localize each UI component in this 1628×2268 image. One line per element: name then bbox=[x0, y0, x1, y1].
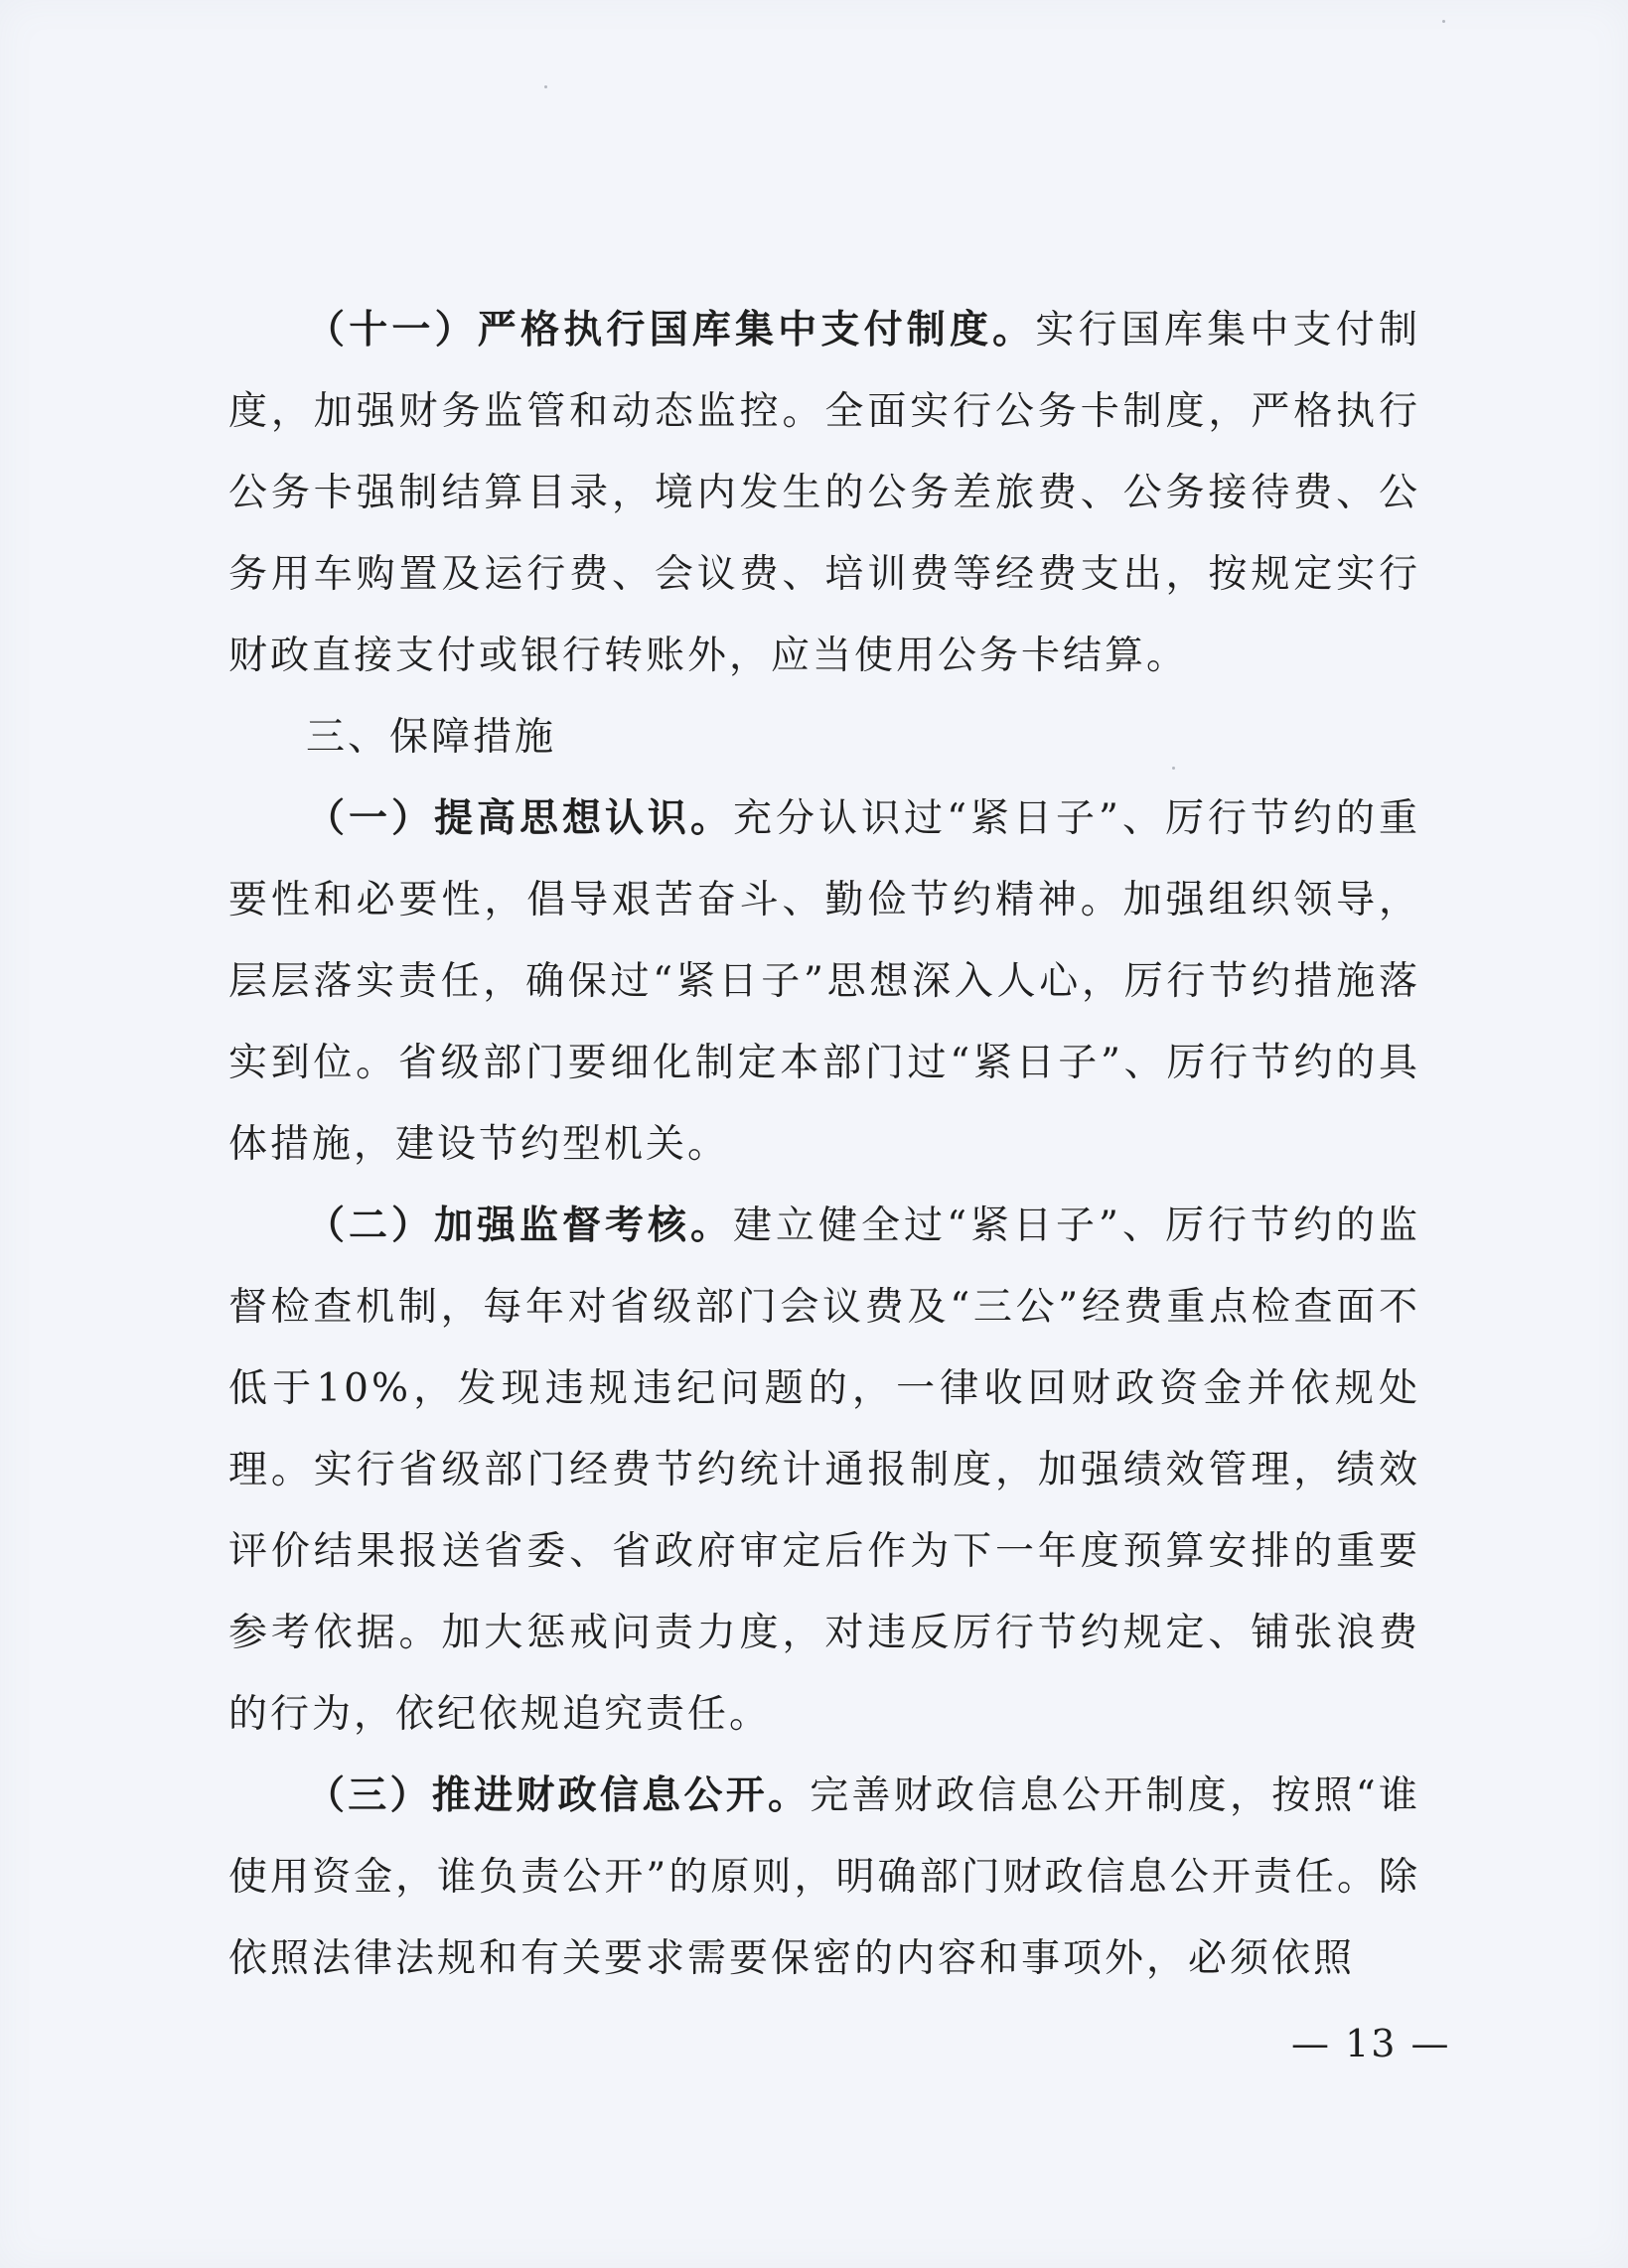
paragraph-lead: （二）加强监督考核。 bbox=[306, 1204, 734, 1248]
section-heading: 三、保障措施 bbox=[306, 715, 557, 760]
paragraph-text: 实行国库集中支付制度，加强财务监管和动态监控。全面实行公务卡制度，严格执行公务卡强制结算目录，境内发生的公务差旅费、公务接待费、公务用车购置及运行费、会议费、培训费等经费支出，按规定实行财政直接支付或银行转账外，应当使用公务卡结算。 bbox=[228, 308, 1420, 678]
paragraph-lead: （三）推进财政信息公开。 bbox=[306, 1773, 811, 1818]
paragraph-lead: （十一）严格执行国库集中支付制度。 bbox=[306, 308, 1036, 353]
document-body bbox=[228, 290, 1420, 2000]
paragraph-lead: （一）提高思想认识。 bbox=[306, 796, 734, 841]
paragraph-measure-2 bbox=[228, 1186, 1420, 1756]
scan-speck bbox=[544, 85, 547, 88]
page-number: — 13 — bbox=[1291, 2022, 1451, 2065]
paragraph-measure-3 bbox=[228, 1756, 1420, 2000]
paragraph-text: 建立健全过“紧日子”、厉行节约的监督检查机制，每年对省级部门会议费及“三公”经费重点检查面不低于10%，发现违规违纪问题的，一律收回财政资金并依规处理。实行省级部门经费节约统计通报制度，加强绩效管理，绩效评价结果报送省委、省政府审定后作为下一年度预算安排的重要参考依据。加大惩戒问责力度，对违反厉行节约规定、铺张浪费的行为，依纪依规追究责任。 bbox=[228, 1204, 1420, 1737]
scan-speck bbox=[1442, 20, 1445, 23]
paragraph-text: 完善财政信息公开制度，按照“谁使用资金，谁负责公开”的原则，明确部门财政信息公开责任。除依照法律法规和有关要求需要保密的内容和事项外，必须依照 bbox=[228, 1773, 1420, 1981]
paragraph-text: 充分认识过“紧日子”、厉行节约的重要性和必要性，倡导艰苦奋斗、勤俭节约精神。加强组织领导，层层落实责任，确保过“紧日子”思想深入人心，厉行节约措施落实到位。省级部门要细化制定本部门过“紧日子”、厉行节约的具体措施，建设节约型机关。 bbox=[228, 796, 1420, 1167]
paragraph-measure-1 bbox=[228, 779, 1420, 1186]
paragraph-treasury-payment bbox=[228, 290, 1420, 697]
